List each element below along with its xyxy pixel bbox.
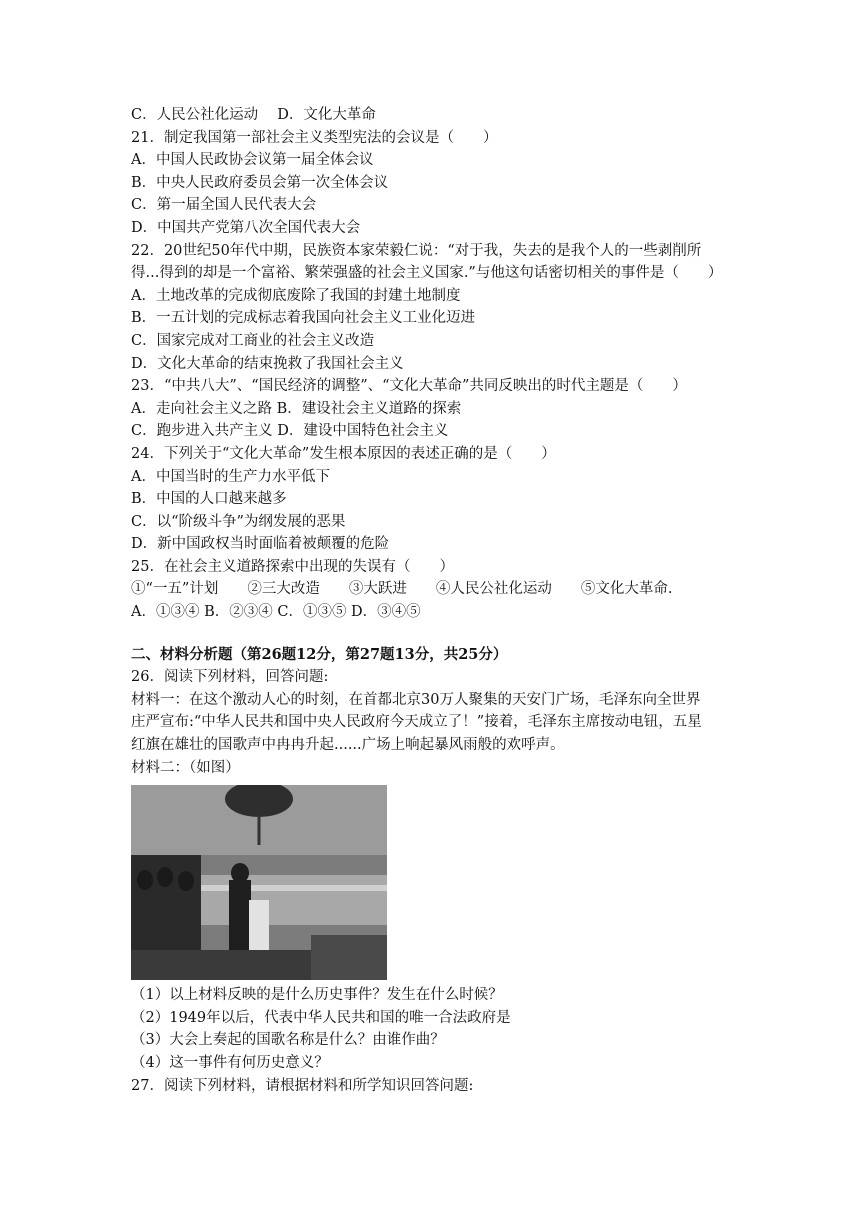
question-line: B．中央人民政府委员会第一次全体会议 xyxy=(131,174,389,191)
question-line: 22．20世纪50年代中期，民族资本家荣毅仁说：“对于我，失去的是我个人的一些剥削所 xyxy=(131,242,702,259)
material-line: 材料一：在这个激动人心的时刻，在首都北京30万人聚集的天安门广场，毛泽东向全世界 xyxy=(131,691,701,708)
question-line: A．土地改革的完成彻底废除了我国的封建土地制度 xyxy=(131,287,461,304)
subquestion-line: （3）大会上奏起的国歌名称是什么？由谁作曲？ xyxy=(131,1032,445,1049)
subquestion-line: 27．阅读下列材料，请根据材料和所学知识回答问题: xyxy=(131,1077,474,1094)
question-line: 23．“中共八大”、“国民经济的调整”、“文化大革命”共同反映出的时代主题是（ ） xyxy=(131,378,687,395)
question-line: C．跑步进入共产主义 D．建设中国特色社会主义 xyxy=(131,423,449,440)
question-26-subquestions xyxy=(131,984,761,1097)
question-line: B．中国的人口越来越多 xyxy=(131,491,287,508)
founding-ceremony-photo xyxy=(131,785,387,980)
question-line: 得...得到的却是一个富裕、繁荣强盛的社会主义国家.”与他这句话密切相关的事件是（ ） xyxy=(131,265,723,282)
question-26-material xyxy=(131,666,761,779)
question-line: A．中国当时的生产力水平低下 xyxy=(131,468,330,485)
subquestion-line: （2）1949年以后，代表中华人民共和国的唯一合法政府是 xyxy=(131,1009,511,1026)
question-line: 21．制定我国第一部社会主义类型宪法的会议是（ ） xyxy=(131,129,498,146)
material-line: 26．阅读下列材料，回答问题: xyxy=(131,669,329,686)
question-line: A．走向社会主义之路 B．建设社会主义道路的探索 xyxy=(131,400,462,417)
question-line: D．文化大革命的结束挽救了我国社会主义 xyxy=(131,355,404,372)
material-line: 庄严宣布:“中华人民共和国中央人民政府今天成立了！”接着，毛泽东主席按动电钮，五星 xyxy=(131,714,702,731)
question-line: C．人民公社化运动 D．文化大革命 xyxy=(131,107,376,123)
subquestion-line: （1）以上材料反映的是什么历史事件？发生在什么时候？ xyxy=(131,987,503,1004)
question-line: C．国家完成对工商业的社会主义改造 xyxy=(131,332,375,349)
page-content xyxy=(131,104,761,1097)
question-line: B．一五计划的完成标志着我国向社会主义工业化迈进 xyxy=(131,310,476,327)
question-line: 25．在社会主义道路探索中出现的失误有（ ） xyxy=(131,558,454,575)
question-line: A．①③④ B．②③④ C．①③⑤ D．③④⑤ xyxy=(131,604,421,621)
material-line: 材料二：（如图） xyxy=(131,759,240,776)
question-line: C．第一届全国人民代表大会 xyxy=(131,197,317,214)
questions-21-25 xyxy=(131,104,761,624)
question-line: ①“一五”计划 ②三大改造 ③大跃进 ④人民公社化运动 ⑤文化大革命. xyxy=(131,581,673,598)
subquestion-line: （4）这一事件有何历史意义？ xyxy=(131,1055,329,1071)
question-line: D．新中国政权当时面临着被颠覆的危险 xyxy=(131,536,390,553)
photo-illustration xyxy=(131,785,387,980)
question-line: D．中国共产党第八次全国代表大会 xyxy=(131,219,361,236)
question-line: C．以“阶级斗争”为纲发展的恶果 xyxy=(131,513,346,530)
section-title: 二、材料分析题（第26题12分，第27题13分，共25分） xyxy=(131,645,508,663)
question-line: 24．下列关于“文化大革命”发生根本原因的表述正确的是（ ） xyxy=(131,445,556,462)
material-line: 红旗在雄壮的国歌声中冉冉升起......广场上响起暴风雨般的欢呼声。 xyxy=(131,737,565,754)
question-line: A．中国人民政协会议第一届全体会议 xyxy=(131,152,374,169)
